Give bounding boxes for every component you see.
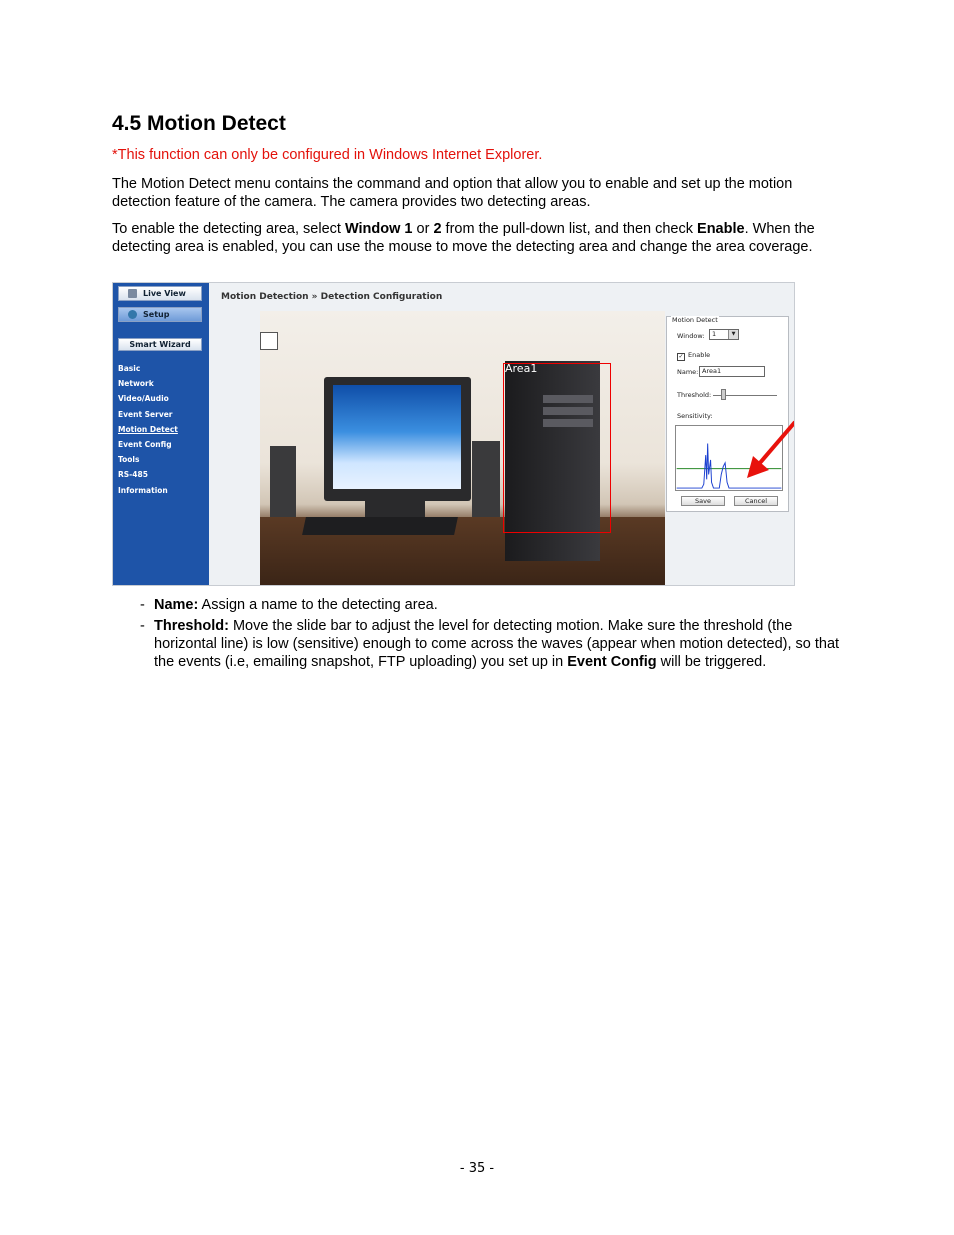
bullet-text: Move the slide bar to adjust the level for detecting motion. Make sure the threshold (the horizontal line) is low (sensitive) enough to come across the waves (appear when motion detected), so that the events (i.e, emailing snapshot, FTP uploading) you set up in (154, 618, 840, 670)
menu-item-network[interactable]: Network (118, 379, 154, 389)
menu-item-video-audio[interactable]: Video/Audio (118, 394, 169, 404)
bullet-name (140, 596, 852, 614)
menu-item-event-server[interactable]: Event Server (118, 409, 173, 419)
monitor-screen (333, 385, 461, 489)
bullet-threshold (140, 617, 852, 671)
bullet-dash: - (140, 618, 145, 634)
motion-detect-panel (666, 316, 789, 512)
menu-item-motion-detect[interactable]: Motion Detect (118, 424, 178, 434)
window-label: Window: (677, 332, 705, 340)
smart-wizard-button[interactable]: Smart Wizard (118, 338, 202, 351)
menu-item-basic[interactable]: Basic (118, 364, 141, 373)
window-select[interactable] (709, 329, 739, 340)
window-select-value: 1 (712, 330, 717, 338)
name-label: Name: (677, 368, 699, 376)
cancel-button[interactable]: Cancel (734, 496, 778, 506)
camera-icon (128, 289, 137, 298)
sensitivity-label: Sensitivity: (677, 412, 713, 420)
text-span: To enable the detecting area, select (112, 221, 345, 237)
threshold-label: Threshold: (677, 391, 712, 399)
setup-label: Setup (143, 310, 170, 319)
camera-video-feed (260, 311, 665, 586)
bullet-term-event-config: Event Config (567, 654, 657, 670)
speaker-right (472, 441, 500, 521)
section-heading: 4.5 Motion Detect (112, 112, 286, 135)
enable-paragraph (112, 220, 852, 256)
text-span: . When the detecting area is enabled, you can use the mouse to move the detecting area and change the area coverage. (112, 221, 815, 255)
intro-paragraph: The Motion Detect menu contains the command and option that allow you to enable and set up the motion detection feature of the camera. The camera provides two detecting areas. (112, 176, 793, 210)
bold-window-2: 2 (433, 221, 442, 237)
bold-enable: Enable (697, 221, 745, 237)
save-button[interactable]: Save (681, 496, 725, 506)
menu-item-tools[interactable]: Tools (118, 455, 140, 465)
panel-legend: Motion Detect (672, 316, 718, 324)
menu-item-event-config[interactable]: Event Config (118, 439, 172, 449)
keyboard (302, 517, 458, 535)
bullet-dash: - (140, 597, 145, 613)
threshold-slider-thumb[interactable] (721, 389, 726, 400)
detection-area-window[interactable] (503, 363, 611, 533)
bullet-term: Name: (154, 597, 199, 613)
setup-menu (118, 363, 178, 500)
setup-button[interactable] (118, 307, 202, 322)
field-descriptions (140, 596, 852, 674)
speaker-left (270, 446, 296, 518)
motion-detect-screenshot (112, 282, 795, 586)
bullet-text: Assign a name to the detecting area. (198, 597, 438, 613)
menu-item-rs-485[interactable]: RS-485 (118, 470, 148, 480)
text-span: or (412, 221, 434, 237)
live-view-label: Live View (143, 289, 186, 298)
sidebar (113, 283, 209, 586)
bullet-text: will be triggered. (656, 654, 767, 670)
chevron-down-icon: ▼ (728, 330, 738, 339)
window-drag-handle[interactable] (260, 332, 278, 350)
area-label: Area1 (505, 362, 538, 375)
enable-row[interactable] (677, 351, 710, 361)
enable-checkbox[interactable]: ✓ (678, 353, 684, 360)
live-view-button[interactable] (118, 286, 202, 301)
text-span: from the pull-down list, and then check (441, 221, 698, 237)
name-input[interactable]: Area1 (699, 366, 765, 377)
enable-label: Enable (688, 351, 711, 359)
ie-only-note: *This function can only be configured in Windows Internet Explorer. (112, 147, 543, 163)
breadcrumb: Motion Detection » Detection Configuration (221, 292, 443, 302)
bullet-term: Threshold: (154, 618, 229, 634)
menu-item-information[interactable]: Information (118, 485, 168, 495)
setup-icon (128, 310, 137, 319)
page-number: - 35 - (459, 1161, 495, 1176)
bold-window-1: Window 1 (344, 221, 413, 237)
red-arrow-icon (743, 418, 795, 480)
monitor (324, 377, 471, 501)
